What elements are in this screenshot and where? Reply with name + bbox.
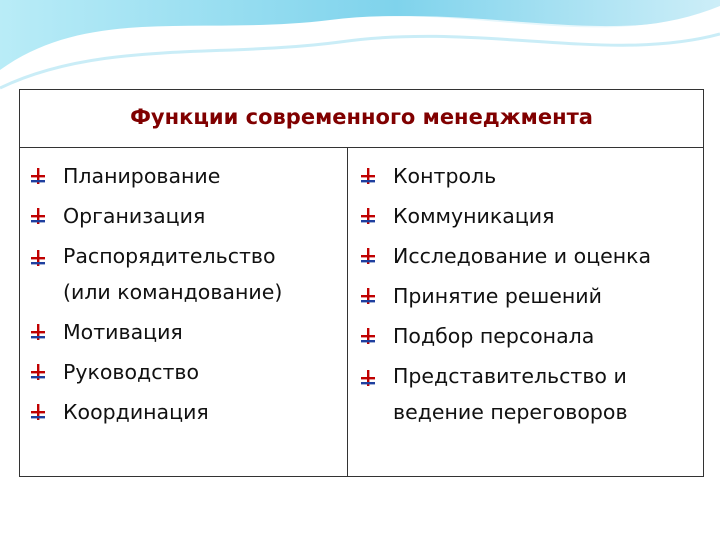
list-item xyxy=(30,196,325,236)
four-point-star-bullet-icon xyxy=(30,363,46,381)
four-point-star-bullet-icon xyxy=(30,403,46,421)
list-item-label: Коммуникация xyxy=(393,204,555,228)
four-point-star-bullet-icon xyxy=(360,287,376,305)
four-point-star-bullet-icon xyxy=(30,207,46,225)
list-item xyxy=(360,236,693,276)
table-header xyxy=(20,90,703,148)
four-point-star-bullet-icon xyxy=(360,167,376,185)
four-point-star-bullet-icon xyxy=(360,207,376,225)
list-item xyxy=(360,196,693,236)
right-function-list xyxy=(360,156,693,432)
list-item xyxy=(360,156,693,196)
list-item xyxy=(360,316,693,356)
left-column xyxy=(20,148,348,476)
list-item-label: Руководство xyxy=(63,360,200,384)
slide-title: Функции современного менеджмента xyxy=(130,104,593,129)
decorative-wave-background xyxy=(0,0,720,95)
list-item-label: Принятие решений xyxy=(393,284,602,308)
list-item xyxy=(30,352,325,392)
left-function-list xyxy=(30,156,325,432)
list-item-label: Подбор персонала xyxy=(393,324,595,348)
four-point-star-bullet-icon xyxy=(30,167,46,185)
list-item xyxy=(30,156,325,196)
functions-table xyxy=(19,89,704,477)
four-point-star-bullet-icon xyxy=(30,249,46,267)
list-item-label: Планирование xyxy=(63,164,221,188)
list-item xyxy=(30,312,325,352)
right-column xyxy=(348,148,703,476)
list-item xyxy=(30,392,325,432)
four-point-star-bullet-icon xyxy=(30,323,46,341)
list-item-label: Контроль xyxy=(393,164,497,188)
four-point-star-bullet-icon xyxy=(360,369,376,387)
list-item xyxy=(30,238,325,310)
list-item-label: Координация xyxy=(63,400,209,424)
list-item-label: Мотивация xyxy=(63,320,183,344)
list-item xyxy=(360,276,693,316)
list-item-label: Исследование и оценка xyxy=(393,244,652,268)
list-item-label: Представительство и ведение переговоров xyxy=(393,364,628,424)
four-point-star-bullet-icon xyxy=(360,327,376,345)
list-item xyxy=(360,358,693,430)
four-point-star-bullet-icon xyxy=(360,247,376,265)
list-item-label: Распорядительство (или командование) xyxy=(63,244,283,304)
list-item-label: Организация xyxy=(63,204,206,228)
